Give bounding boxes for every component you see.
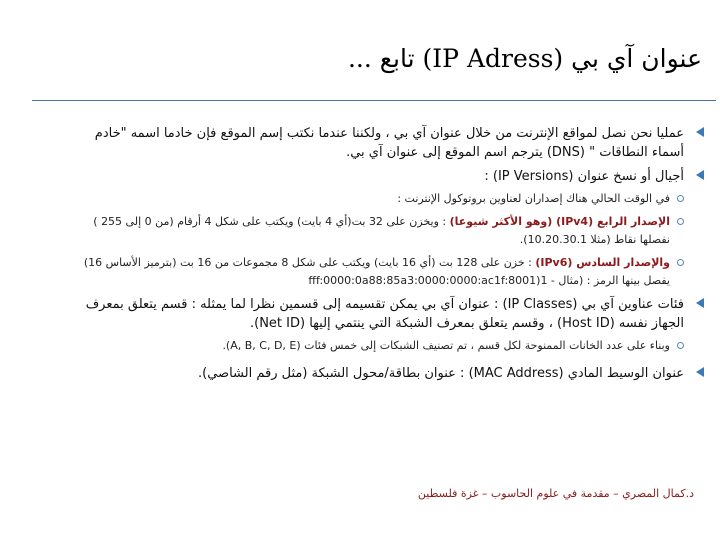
ipv6-label: والإصدار السادس (IPv6)	[535, 256, 670, 269]
circle-bullet-icon	[677, 195, 684, 202]
ipv6-example: fff:0000:0a88:85a3:0000:0000:ac1f:8001)	[308, 274, 541, 287]
slide-content	[16, 124, 706, 383]
slide-title: عنوان آي بي (IP Adress) تابع ...	[347, 44, 702, 73]
sub-ipv4-line1	[16, 213, 670, 231]
sub-bullet-ipv6	[16, 254, 706, 290]
bullet-dns-line2: أسماء النطاقات " (DNS) يترجم اسم الموقع إلى عنوان آي بي.	[346, 145, 684, 160]
sub-ipv6-line2	[16, 272, 670, 290]
ipv4-label: الإصدار الرابع (IPv4) (وهو الأكثر شيوعا)	[449, 215, 670, 228]
slide-footer: د.كمال المصري – مقدمة في علوم الحاسوب – غزة فلسطين	[417, 487, 694, 500]
bullet-mac-text: عنوان الوسيط المادي (MAC Address) : عنوان بطاقة/محول الشبكة (مثل رقم الشاصي).	[197, 366, 684, 381]
sub-classes-text: وبناء على عدد الخانات الممنوحة لكل قسم ، تم تصنيف الشبكات إلى خمس فئات (A, B, C, D, E).	[222, 339, 670, 352]
bullet-dns-line1: عمليا نحن نصل لمواقع الإنترنت من خلال عنوان آي بي ، ولكننا عندما نكتب إسم الموقع فإن خادما اسمه "خادم	[94, 126, 684, 141]
sub-bullet-classes	[16, 337, 706, 355]
triangle-bullet-icon	[696, 170, 704, 180]
ipv6-line2-tail: 1	[540, 274, 548, 287]
bullet-ip-versions	[16, 167, 706, 186]
bullet-ip-classes-line2: الجهاز نفسه (Host ID) ، وقسم يتعلق بمعرف الشبكة التي ينتمي إليها (Net ID).	[249, 316, 684, 331]
sub-bullet-current	[16, 190, 706, 208]
triangle-bullet-icon	[696, 367, 704, 377]
bullet-mac	[16, 364, 706, 383]
triangle-bullet-icon	[696, 298, 704, 308]
circle-bullet-icon	[677, 259, 684, 266]
ipv4-desc: : ويخزن على 32 بت(أي 4 بايت) ويكتب على شكل 4 أرقام (من 0 إلى 255 )	[93, 215, 450, 228]
circle-bullet-icon	[677, 342, 684, 349]
triangle-bullet-icon	[696, 127, 704, 137]
sub-ipv6-line1	[16, 254, 670, 272]
ipv6-line2-text: يفصل بينها الرمز : (مثال -	[547, 274, 670, 287]
sub-bullet-ipv4	[16, 213, 706, 249]
circle-bullet-icon	[677, 218, 684, 225]
title-divider	[32, 100, 716, 101]
bullet-dns	[16, 124, 706, 162]
bullet-ip-classes	[16, 295, 706, 333]
bullet-ip-versions-heading: أجيال أو نسخ عنوان (IP Versions) :	[484, 169, 684, 184]
bullet-ip-classes-line1: فئات عناوين آي بي (IP Classes) : عنوان آي بي يمكن تقسيمه إلى قسمين نظرا لما يمثله : قسم يتعلق بمعرف	[85, 297, 684, 312]
ipv6-desc: : خزن على 128 بت (أي 16 بايت) ويكتب على شكل 8 مجموعات من 16 بت (بترميز الأساس 16)	[83, 256, 536, 269]
sub-ipv4-line2: نفصلها نقاط (مثلا 10.20.30.1).	[519, 233, 670, 246]
sub-current-text: في الوقت الحالي هناك إصداران لعناوين بروتوكول الإنترنت :	[397, 192, 670, 205]
